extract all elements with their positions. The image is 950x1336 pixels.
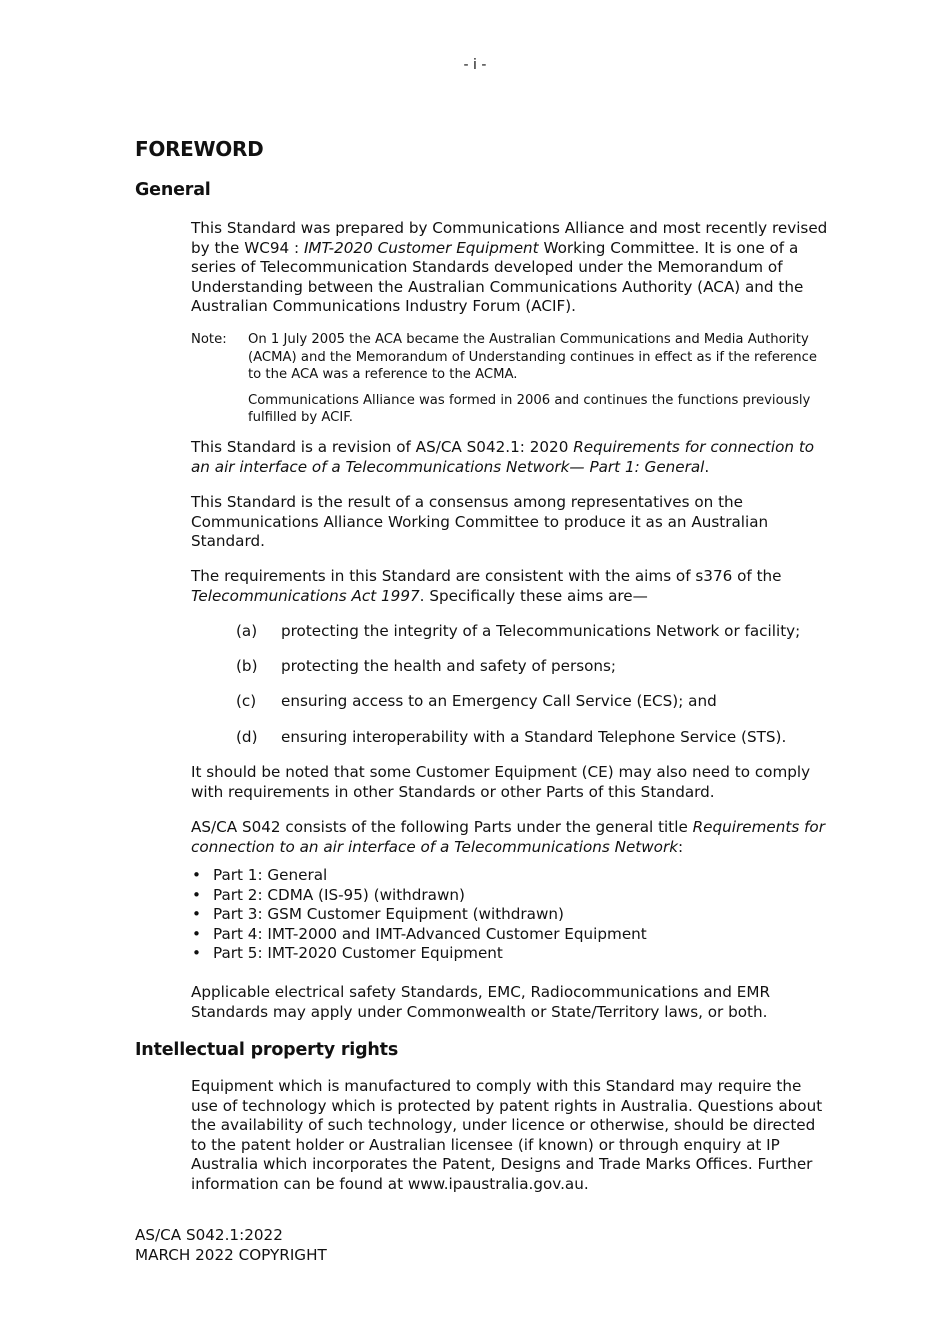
paragraph-general-6 [191, 818, 831, 857]
note-paragraph-1: On 1 July 2005 the ACA became the Australian Communications and Media Authority (ACMA) and the Memorandum of Understanding continues in effect as if the reference to the ACA was a reference to the ACMA. [248, 332, 817, 382]
page-number: - i - [463, 57, 487, 73]
bullet-icon: • [192, 905, 201, 923]
note-block [191, 331, 831, 435]
italic-text: Telecommunications Act 1997 [191, 586, 420, 605]
italic-text: Requirements for connection to an air interface of a Telecommunications Network— Part 1: General [191, 438, 815, 476]
italic-text: Requirements for connection to an air interface of a Telecommunications Network [191, 818, 825, 856]
list-text: Part 2: CDMA (IS-95) (withdrawn) [213, 885, 465, 904]
list-item-aim-d [236, 728, 786, 748]
italic-text: IMT-2020 Customer Equipment [303, 238, 539, 257]
text-run: This Standard is a revision of AS/CA S042.1: 2020 [191, 438, 574, 456]
list-item [191, 866, 647, 886]
footer-standard-id: AS/CA S042.1:2022 [135, 1226, 283, 1244]
paragraph-ipr-1: Equipment which is manufactured to comply with this Standard may require the use of technology which is protected by patent rights in Australia. Questions about the availability of such technology, under licence or otherwise, should be directed to the patent holder or Australian licensee (if known) or through enquiry at IP Australia which incorporates the Patent, Designs and Trade Marks Offices. Further information can be found at www.ipaustralia.gov.au. [191, 1077, 823, 1193]
list-text: Part 1: General [213, 866, 328, 884]
list-item-aim-c [236, 692, 717, 712]
list-text: ensuring interoperability with a Standard Telephone Service (STS). [281, 728, 787, 746]
section-heading-ipr: Intellectual property rights [135, 1040, 399, 1060]
list-text: Part 4: IMT-2000 and IMT-Advanced Customer Equipment [213, 924, 647, 943]
list-item [191, 944, 647, 964]
paragraph-general-3: This Standard is the result of a consensus among representatives on the Communications Alliance Working Committee to produce it as an Australian Standard. [191, 493, 769, 550]
note-paragraph-2: Communications Alliance was formed in 2006 and continues the functions previously fulfilled by ACIF. [248, 392, 811, 425]
list-marker: (c) [236, 692, 257, 710]
page-title: FOREWORD [135, 137, 264, 161]
text-run: . Specifically these aims are— [419, 586, 648, 605]
note-label: Note: [191, 332, 227, 347]
list-item [191, 886, 647, 906]
list-marker: (d) [236, 728, 258, 746]
list-text: Part 5: IMT-2020 Customer Equipment [213, 944, 503, 962]
list-text: ensuring access to an Emergency Call Service (ECS); and [281, 692, 717, 710]
footer-copyright: MARCH 2022 COPYRIGHT [135, 1245, 327, 1264]
paragraph-general-5: It should be noted that some Customer Equipment (CE) may also need to comply with requirements in other Standards or other Parts of this Standard. [191, 763, 811, 801]
page-footer [135, 1226, 327, 1265]
bullet-icon: • [192, 924, 201, 943]
section-heading-general: General [135, 180, 211, 200]
paragraph-general-2 [191, 438, 831, 477]
bullet-icon: • [192, 866, 201, 884]
list-item [191, 925, 647, 945]
list-item [191, 905, 647, 925]
list-text: protecting the integrity of a Telecommunications Network or facility; [281, 622, 801, 640]
text-run: : [678, 837, 684, 856]
paragraph-general-4 [191, 567, 831, 606]
bullet-icon: • [192, 885, 201, 904]
list-item-aim-a [236, 622, 800, 642]
list-text: protecting the health and safety of persons; [281, 657, 617, 675]
text-run: This Standard was prepared by Communications Alliance and most recently revised by the WC94 : [191, 219, 828, 257]
text-run: AS/CA S042 consists of the following Parts under the general title [191, 818, 693, 836]
text-run: . [704, 457, 710, 476]
list-marker: (a) [236, 622, 258, 640]
list-marker: (b) [236, 657, 258, 675]
parts-list [191, 866, 647, 964]
paragraph-general-7: Applicable electrical safety Standards, EMC, Radiocommunications and EMR Standards may apply under Commonwealth or State/Territory laws, or both. [191, 983, 771, 1021]
text-run: The requirements in this Standard are consistent with the aims of s376 of the [191, 567, 782, 585]
list-text: Part 3: GSM Customer Equipment (withdrawn) [213, 905, 564, 923]
list-item-aim-b [236, 657, 616, 677]
bullet-icon: • [192, 944, 201, 962]
paragraph-general-1 [191, 219, 831, 317]
text-run: Working Committee. It is one of a series of Telecommunication Standards developed under the Memorandum of Understanding between the Australian Communications Authority (ACA) and the Australian Communications Industry Forum (ACIF). [191, 238, 804, 315]
